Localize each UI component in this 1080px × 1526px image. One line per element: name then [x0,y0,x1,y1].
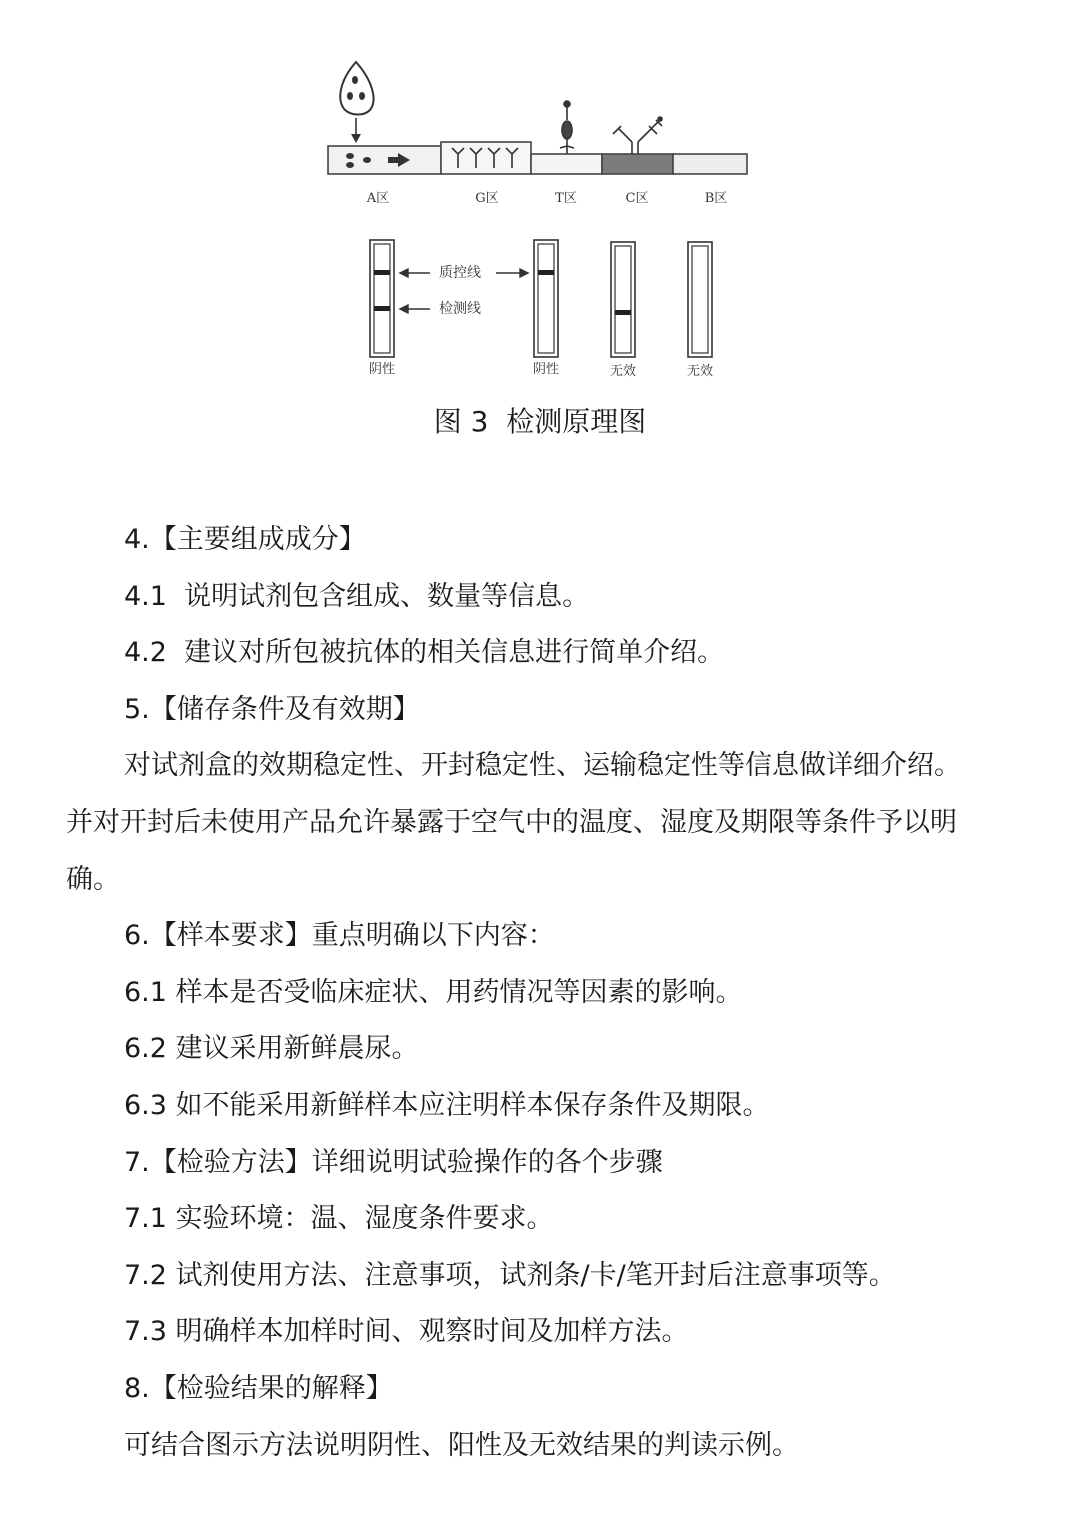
result-strip-3 [611,242,635,357]
section-heading: 7.【检验方法】详细说明试验操作的各个步骤 [124,1146,663,1178]
result-label-1: 阴性 [368,362,396,377]
zone-g-block [441,142,531,174]
section-item: 7.3 明确样本加样时间、观察时间及加样方法。 [124,1316,689,1348]
figure-caption: 图 3 检测原理图 [433,405,647,438]
control-line-label: 质控线 [439,265,481,281]
zone-label-c: C区 [625,191,649,206]
result-strip-4 [688,242,712,357]
result-strip-1 [370,240,394,357]
section-item: 6.1 样本是否受临床症状、用药情况等因素的影响。 [124,976,743,1008]
paragraph-line: 确。 [66,863,120,895]
section-item: 7.1 实验环境：温、湿度条件要求。 [124,1203,554,1235]
result-label-2: 阴性 [532,362,560,377]
result-strip-2 [534,240,558,357]
document-body [66,512,1026,1474]
paragraph-line: 并对开封后未使用产品允许暴露于空气中的温度、湿度及期限等条件予以明 [66,806,957,838]
zone-label-t: T区 [555,191,577,206]
test-line-mark [374,306,390,311]
zone-label-a: A区 [366,191,390,206]
test-line-label: 检测线 [439,301,481,317]
section-item: 7.2 试剂使用方法、注意事项，试剂条/卡/笔开封后注意事项等。 [124,1259,896,1291]
zone-t-block [531,154,602,174]
down-arrow-icon [351,118,361,143]
section-item: 6.2 建议采用新鲜晨尿。 [124,1033,419,1065]
result-label-3: 无效 [609,364,637,379]
section-paragraph: 可结合图示方法说明阴性、阳性及无效结果的判读示例。 [124,1429,799,1461]
section-heading: 6.【样本要求】重点明确以下内容： [124,920,555,952]
zone-label-b: B区 [704,191,728,206]
principle-diagram [0,0,1080,400]
section-heading: 5.【储存条件及有效期】 [124,693,420,725]
control-antibody-icon [613,117,662,154]
zone-c-block [602,154,673,174]
test-line-mark [615,310,631,315]
section-item: 6.3 如不能采用新鲜样本应注明样本保存条件及期限。 [124,1089,770,1121]
section-heading: 8.【检验结果的解释】 [124,1372,393,1404]
sample-drop-icon [340,62,373,115]
control-line-mark [538,270,554,275]
paragraph-line: 对试剂盒的效期稳定性、开封稳定性、运输稳定性等信息做详细介绍。 [124,750,961,782]
section-item: 4.2 建议对所包被抗体的相关信息进行简单介绍。 [124,637,725,669]
section-heading: 4.【主要组成成分】 [124,524,366,555]
section-paragraph [66,738,1026,908]
principle-figure [0,0,1080,400]
zone-label-g: G区 [475,191,499,206]
zone-b-block [673,154,747,174]
control-line-mark [374,270,390,275]
capture-antibody-icon [560,101,574,154]
result-label-4: 无效 [686,364,714,379]
zone-a-block [328,146,441,174]
section-item: 4.1 说明试剂包含组成、数量等信息。 [124,580,590,612]
